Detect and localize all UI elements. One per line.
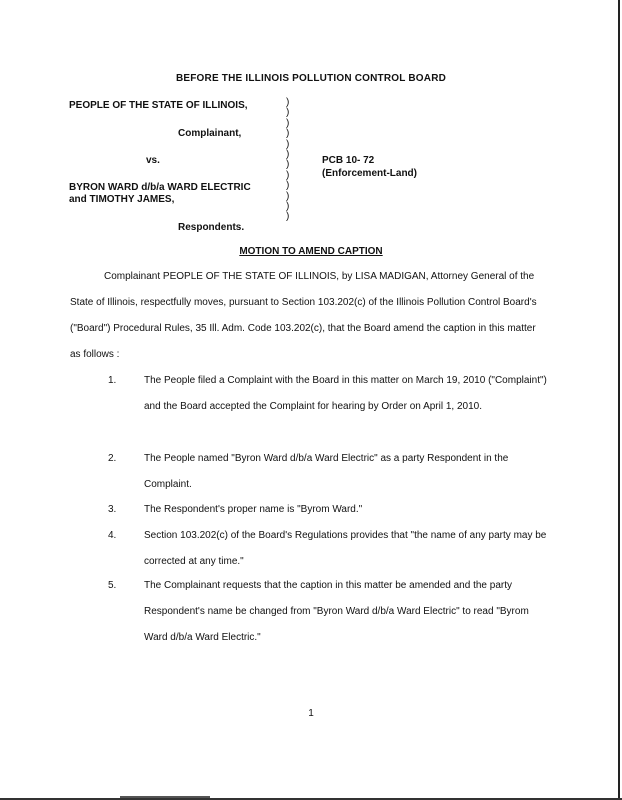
caption-defendant-line2: and TIMOTHY JAMES, [69, 194, 175, 205]
item-text: Section 103.202(c) of the Board's Regulations provides that "the name of any party may be corrected at any time." [144, 530, 547, 567]
item-text: The Respondent's proper name is "Byrom Ward." [144, 504, 363, 515]
caption-plaintiff-role: Complainant, [178, 128, 242, 139]
item-number: 5. [108, 580, 117, 591]
scan-edge-right [618, 0, 620, 800]
item-number: 1. [108, 375, 117, 386]
item-number: 4. [108, 530, 117, 541]
court-heading: BEFORE THE ILLINOIS POLLUTION CONTROL BOARD [175, 73, 447, 84]
item-text: The People filed a Complaint with the Board in this matter on March 19, 2010 ("Complaint") and the Board accepted the Complaint for hearing by Order on April 1, 2010. [144, 375, 547, 412]
page-number: 1 [308, 708, 314, 719]
scan-mark [120, 796, 210, 798]
case-type: (Enforcement-Land) [322, 168, 417, 179]
caption-defendant-line1: BYRON WARD d/b/a WARD ELECTRIC [69, 182, 251, 193]
case-number: PCB 10- 72 [322, 155, 375, 166]
caption-versus: vs. [146, 155, 160, 166]
intro-paragraph [70, 264, 548, 368]
caption-defendant-role: Respondents. [178, 222, 245, 233]
motion-title: MOTION TO AMEND CAPTION [239, 246, 383, 257]
item-number: 2. [108, 453, 117, 464]
intro-text: Complainant PEOPLE OF THE STATE OF ILLINOIS, by LISA MADIGAN, Attorney General of the State of Illinois, respectfully moves, pursuant to Section 103.202(c) of the Illinois Pollution Control Board's ("Board") Procedural Rules, 35 Ill. Adm. Code 103.202(c), that the Board amend the caption in this matter as follows : [70, 271, 537, 360]
item-text: The Complainant requests that the caption in this matter be amended and the party Respondent's name be changed from "Byron Ward d/b/a Ward Electric" to read "Byrom Ward d/b/a Ward Electric." [144, 580, 529, 643]
caption-plaintiff: PEOPLE OF THE STATE OF ILLINOIS, [69, 100, 248, 111]
caption-parentheses: ) ) ) ) ) ) ) ) ) ) ) ) [286, 97, 290, 223]
item-text: The People named "Byron Ward d/b/a Ward Electric" as a party Respondent in the Complaint. [144, 453, 509, 490]
item-number: 3. [108, 504, 117, 515]
